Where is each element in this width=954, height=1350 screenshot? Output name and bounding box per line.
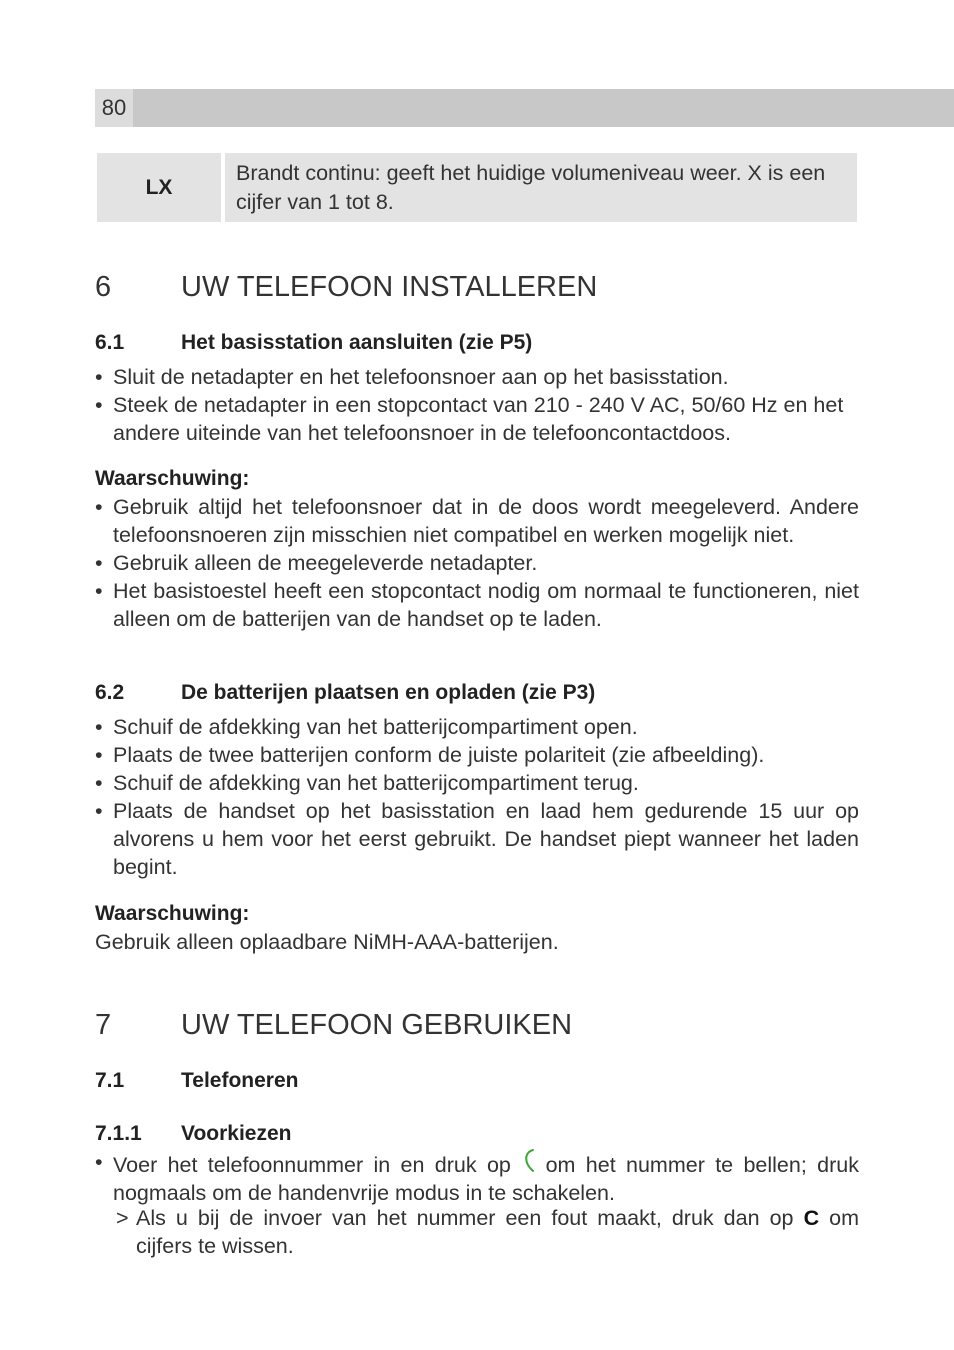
section-6-heading xyxy=(95,269,597,305)
section-7-heading xyxy=(95,1007,572,1043)
section-7-1-heading xyxy=(95,1067,298,1095)
list-item: • Plaats de twee batterijen conform de juiste polariteit (zie afbeelding). xyxy=(95,743,765,767)
list-item: • Plaats de handset op het basisstation en laad hem gedurende 15 uur op alvorens u hem voor het eerst gebruikt. De handset piept wanneer het laden begint. xyxy=(95,799,859,879)
warning-text: Gebruik alleen oplaadbare NiMH-AAA-batterijen. xyxy=(95,930,559,954)
section-6-1-heading xyxy=(95,329,532,357)
c-key-label: C xyxy=(803,1206,820,1230)
connect-steps-list xyxy=(95,363,859,447)
indicator-table xyxy=(97,153,857,222)
list-item: • Sluit de netadapter en het telefoonsnoer aan op het basisstation. xyxy=(95,365,729,389)
indicator-description-cell xyxy=(225,153,857,222)
list-item: • Steek de netadapter in een stopcontact van 210 - 240 V AC, 50/60 Hz en het andere uiteinde van het telefoonsnoer in de telefooncontactdoos. xyxy=(95,393,844,445)
section-number: 6.1 xyxy=(95,331,125,354)
list-item: • Voer het telefoonnummer in en druk op om het nummer te bellen; druk nogmaals om de handenvrije modus in te schakelen. xyxy=(95,1150,859,1205)
indicator-description: Brandt continu: geeft het huidige volumeniveau weer. X is een cijfer van 1 tot 8. xyxy=(236,161,826,214)
page-number: 80 xyxy=(95,89,133,127)
section-title: UW TELEFOON INSTALLEREN xyxy=(181,271,598,303)
section-number: 6.2 xyxy=(95,681,125,704)
section-title: De batterijen plaatsen en opladen (zie P3) xyxy=(181,681,596,704)
list-item: • Schuif de afdekking van het batterijcompartiment open. xyxy=(95,715,638,739)
indicator-code: LX xyxy=(97,153,221,222)
section-title: Het basisstation aansluiten (zie P5) xyxy=(181,331,533,354)
list-item: • Het basistoestel heeft een stopcontact nodig om normaal te functioneren, niet alleen om de batterijen van de handset op te laden. xyxy=(95,579,859,631)
section-number: 7.1.1 xyxy=(95,1122,142,1145)
battery-steps-list xyxy=(95,713,859,881)
section-title: Voorkiezen xyxy=(181,1122,292,1145)
header-bar xyxy=(95,89,954,127)
section-number: 7 xyxy=(95,1009,112,1041)
section-title: Telefoneren xyxy=(181,1069,299,1092)
list-item: • Gebruik alleen de meegeleverde netadapter. xyxy=(95,551,538,575)
section-title: UW TELEFOON GEBRUIKEN xyxy=(181,1009,573,1041)
section-7-1-1-heading xyxy=(95,1120,291,1148)
list-item: • Gebruik altijd het telefoonsnoer dat in de doos wordt meegeleverd. Andere telefoonsnoeren zijn misschien niet compatibel en werken mogelijk niet. xyxy=(95,495,859,547)
warning-label: Waarschuwing: xyxy=(95,902,250,925)
warning-list xyxy=(95,493,859,633)
sub-step: > Als u bij de invoer van het nummer een fout maakt, druk dan op C om cijfers te wissen. xyxy=(116,1206,860,1258)
list-item: • Schuif de afdekking van het batterijcompartiment terug. xyxy=(95,771,639,795)
warning-label: Waarschuwing: xyxy=(95,467,250,490)
sub-step-marker: > xyxy=(116,1206,129,1230)
call-handset-icon xyxy=(521,1148,535,1174)
dialing-steps-list xyxy=(95,1148,859,1207)
section-number: 7.1 xyxy=(95,1069,125,1092)
section-6-2-heading xyxy=(95,679,595,707)
section-number: 6 xyxy=(95,271,112,303)
